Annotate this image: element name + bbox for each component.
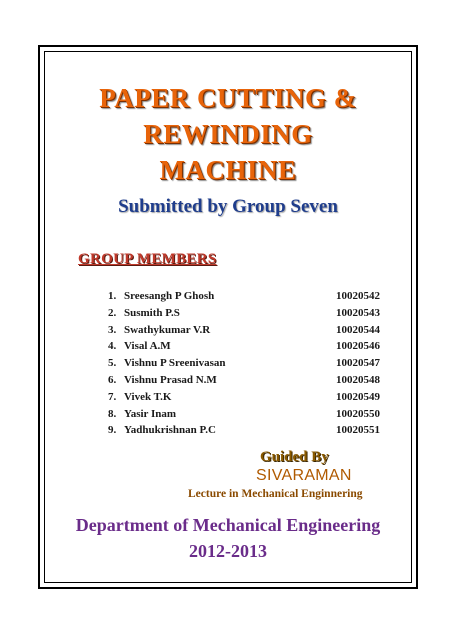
member-id: 10020543 xyxy=(336,306,380,319)
member-number: 7. xyxy=(108,390,117,403)
member-id: 10020542 xyxy=(336,290,380,302)
member-number: 1. xyxy=(108,290,117,302)
guide-name: SIVARAMAN xyxy=(256,467,352,484)
member-id: 10020547 xyxy=(336,357,380,370)
members-list xyxy=(108,290,398,441)
member-name: Yasir Inam xyxy=(124,407,177,420)
member-number: 5. xyxy=(108,357,117,370)
guided-by-label: Guided By xyxy=(260,449,329,465)
member-row xyxy=(108,391,398,408)
member-name: Sreesangh P Ghosh xyxy=(124,290,215,302)
subtitle: Submitted by Group Seven xyxy=(118,196,338,217)
member-row xyxy=(108,340,398,357)
title-line-2: REWINDING xyxy=(143,119,313,149)
member-number: 6. xyxy=(108,373,117,386)
member-id: 10020548 xyxy=(336,373,380,386)
member-row xyxy=(108,357,398,374)
member-row xyxy=(108,290,398,307)
member-id: 10020550 xyxy=(336,407,380,420)
member-row xyxy=(108,324,398,341)
member-name: Vishnu P Sreenivasan xyxy=(124,357,226,370)
member-id: 10020551 xyxy=(336,424,380,437)
member-row xyxy=(108,424,398,441)
member-name: Visal A.M xyxy=(124,340,171,353)
member-id: 10020549 xyxy=(336,390,380,403)
academic-year: 2012-2013 xyxy=(189,541,267,561)
group-members-heading: GROUP MEMBERS xyxy=(78,251,217,267)
member-number: 9. xyxy=(108,424,117,437)
member-number: 2. xyxy=(108,306,117,319)
member-row xyxy=(108,408,398,425)
member-name: Swathykumar V.R xyxy=(124,323,211,336)
title-line-3: MACHINE xyxy=(159,155,297,185)
title-line-1: PAPER CUTTING & xyxy=(99,83,357,113)
member-number: 4. xyxy=(108,340,117,353)
guide-role: Lecture in Mechanical Enginnering xyxy=(188,488,363,500)
member-id: 10020544 xyxy=(336,323,380,336)
member-name: Vivek T.K xyxy=(124,390,172,403)
member-name: Susmith P.S xyxy=(124,306,180,319)
member-row xyxy=(108,374,398,391)
member-number: 3. xyxy=(108,323,117,336)
member-number: 8. xyxy=(108,407,117,420)
member-name: Yadhukrishnan P.C xyxy=(124,424,216,437)
department-name: Department of Mechanical Engineering xyxy=(75,515,381,535)
member-id: 10020546 xyxy=(336,340,380,353)
member-row xyxy=(108,307,398,324)
member-name: Vishnu Prasad N.M xyxy=(124,373,217,386)
